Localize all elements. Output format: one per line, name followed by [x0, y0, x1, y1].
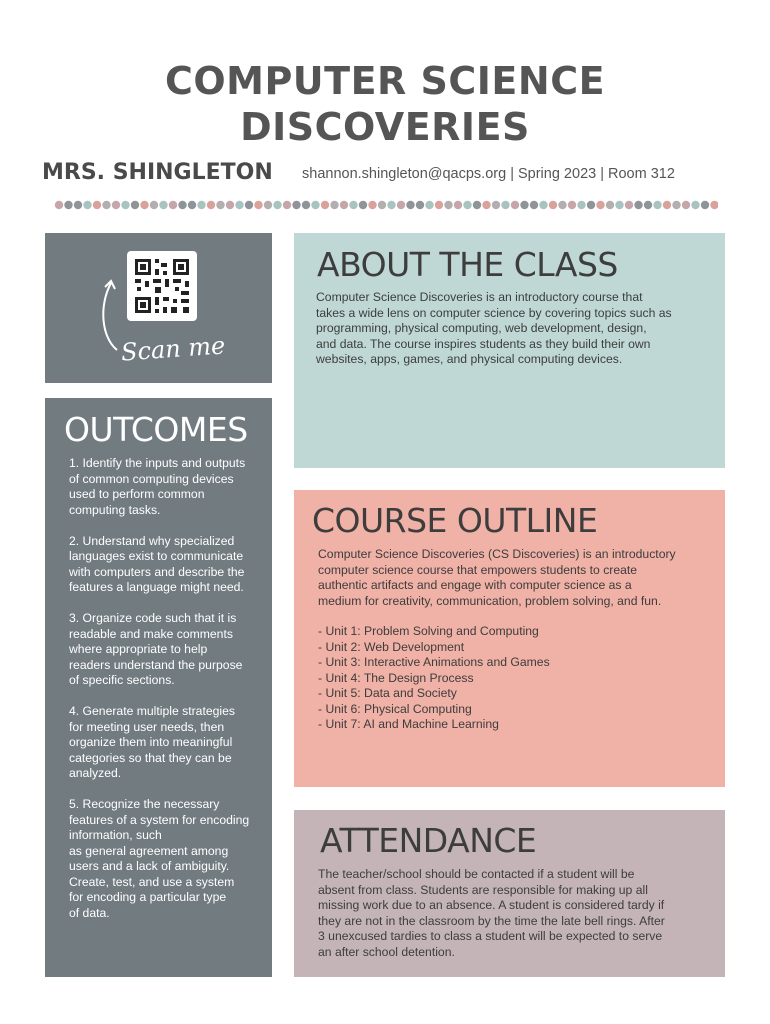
divider-dot [368, 201, 376, 209]
divider-dot [539, 201, 547, 209]
divider-dot [530, 201, 538, 209]
outcomes-panel [45, 398, 272, 977]
divider-dot [197, 201, 205, 209]
about-panel [294, 233, 725, 468]
decorative-dot-divider [54, 199, 718, 211]
qr-code-graphic [127, 251, 197, 321]
divider-dot [691, 201, 699, 209]
divider-dot [663, 201, 671, 209]
divider-dot [558, 201, 566, 209]
course-outline-panel [294, 490, 725, 787]
divider-dot [501, 201, 509, 209]
divider-dot [416, 201, 424, 209]
divider-dot [131, 201, 139, 209]
divider-dot [644, 201, 652, 209]
scan-me-label: Scan me [120, 331, 227, 367]
divider-dot [587, 201, 595, 209]
divider-dot [520, 201, 528, 209]
contact-info: shannon.shingleton@qacps.org | Spring 2023 | Room 312 [302, 166, 675, 182]
divider-dot [549, 201, 557, 209]
divider-dot [264, 201, 272, 209]
divider-dot [511, 201, 519, 209]
attendance-heading: ATTENDANCE [320, 821, 537, 860]
qr-code-icon[interactable] [127, 251, 197, 321]
divider-dot [701, 201, 709, 209]
title-line-1: COMPUTER SCIENCE [164, 59, 606, 103]
divider-dot [292, 201, 300, 209]
outcomes-list [69, 456, 269, 937]
attendance-panel [294, 810, 725, 977]
divider-dot [140, 201, 148, 209]
divider-dot [359, 201, 367, 209]
outcome-item: 4. Generate multiple strategies for meeting user needs, then organize them into meaningful categories so that they can be analyzed. [69, 704, 235, 780]
outcome-item: 3. Organize code such that it is readable and make comments where appropriate to help readers understand the purpose of specific sections. [69, 611, 243, 687]
outcome-item: 1. Identify the inputs and outputs of common computing devices used to perform common computing tasks. [69, 456, 246, 517]
divider-dot [653, 201, 661, 209]
unit-item: - Unit 7: AI and Machine Learning [318, 717, 499, 731]
divider-dot [492, 201, 500, 209]
unit-item: - Unit 6: Physical Computing [318, 701, 472, 716]
unit-item: - Unit 2: Web Development [318, 639, 465, 654]
about-heading: ABOUT THE CLASS [317, 245, 618, 284]
unit-item: - Unit 1: Problem Solving and Computing [318, 624, 539, 638]
outcomes-heading: OUTCOMES [64, 410, 248, 449]
teacher-name: MRS. SHINGLETON [42, 160, 273, 185]
divider-dot [577, 201, 585, 209]
divider-dot [435, 201, 443, 209]
divider-dot [311, 201, 319, 209]
divider-dot [682, 201, 690, 209]
outcome-item: 2. Understand why specialized languages exist to communicate with computers and describe the features a language might need. [69, 533, 245, 594]
divider-dot [245, 201, 253, 209]
divider-dot [397, 201, 405, 209]
divider-dot [226, 201, 234, 209]
qr-panel [45, 233, 272, 383]
divider-dot [349, 201, 357, 209]
divider-dot [568, 201, 576, 209]
divider-dot [482, 201, 490, 209]
attendance-text: The teacher/school should be contacted if a student will be absent from class. Students are responsible for making up all missing work due to an absence. A student is considered tardy if they are not in the classroom by the time the late bell rings. After 3 unexcused tardies to class a student will be expected to serve an after school detention. [318, 867, 665, 959]
divider-dot [387, 201, 395, 209]
divider-dot [254, 201, 262, 209]
divider-dot [178, 201, 186, 209]
divider-dot [425, 201, 433, 209]
divider-dot [121, 201, 129, 209]
divider-dot [216, 201, 224, 209]
divider-dot [340, 201, 348, 209]
divider-dot [55, 201, 63, 209]
divider-dot [74, 201, 82, 209]
divider-dot [235, 201, 243, 209]
outcome-item: 5. Recognize the necessary features of a system for encoding information, such as general agreement among users and a lack of ambiguity. Create, test, and use a system for encoding a particular type of data. [69, 797, 250, 920]
units-list [318, 624, 550, 733]
unit-item: - Unit 4: The Design Process [318, 670, 474, 685]
divider-dot [112, 201, 120, 209]
divider-dot [188, 201, 196, 209]
document-title [0, 58, 770, 150]
course-outline-heading: COURSE OUTLINE [312, 501, 598, 540]
divider-dot [83, 201, 91, 209]
divider-dot [102, 201, 110, 209]
unit-item: - Unit 5: Data and Society [318, 686, 457, 700]
divider-dot [672, 201, 680, 209]
divider-dot [302, 201, 310, 209]
course-outline-text: Computer Science Discoveries (CS Discoveries) is an introductory computer science course that empowers students to create authentic artifacts and engage with computer science as a medium for creativity, communication, problem solving, and fun. [318, 547, 676, 608]
about-text: Computer Science Discoveries is an introductory course that takes a wide lens on computer science by covering topics such as programming, physical computing, web development, design, and data. The course inspires students as they build their own websites, apps, games, and physical computing devices. [316, 290, 672, 366]
divider-dot [473, 201, 481, 209]
divider-dot [273, 201, 281, 209]
title-line-2: DISCOVERIES [240, 105, 530, 149]
divider-dot [463, 201, 471, 209]
divider-dot [283, 201, 291, 209]
divider-dot [406, 201, 414, 209]
divider-dot [207, 201, 215, 209]
divider-dot [625, 201, 633, 209]
divider-dot [330, 201, 338, 209]
divider-dot [378, 201, 386, 209]
divider-dot [64, 201, 72, 209]
divider-dot [169, 201, 177, 209]
divider-dot [606, 201, 614, 209]
divider-dot [710, 201, 718, 209]
divider-dot [615, 201, 623, 209]
divider-dot [93, 201, 101, 209]
divider-dot [454, 201, 462, 209]
divider-dot [150, 201, 158, 209]
divider-dot [634, 201, 642, 209]
divider-dot [596, 201, 604, 209]
divider-dot [321, 201, 329, 209]
unit-item: - Unit 3: Interactive Animations and Games [318, 655, 550, 669]
divider-dot [444, 201, 452, 209]
divider-dot [159, 201, 167, 209]
